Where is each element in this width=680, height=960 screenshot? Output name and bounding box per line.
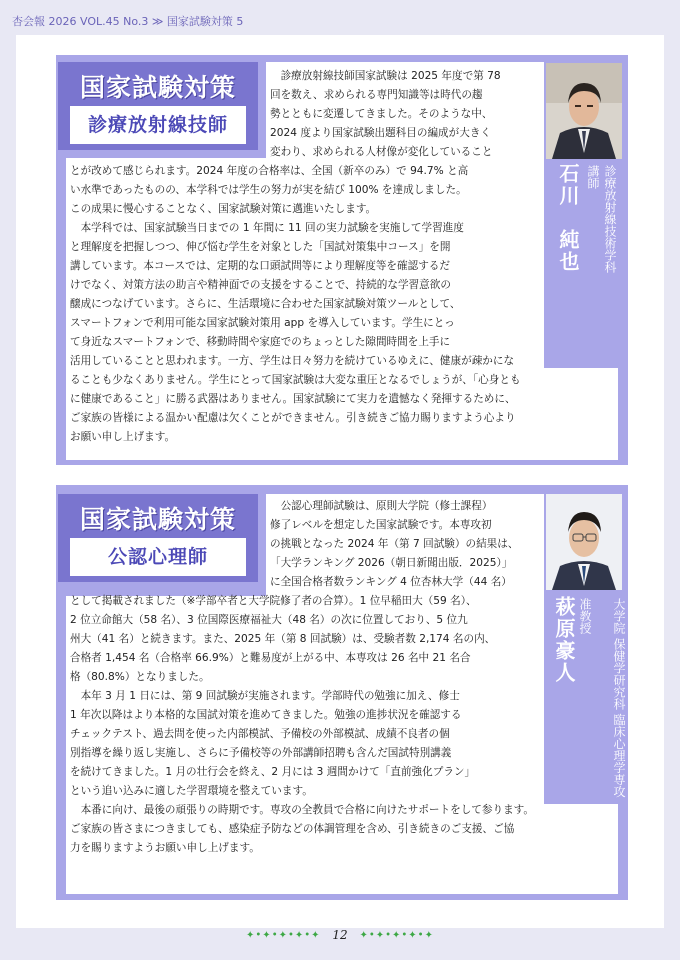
body-line: て身近なスマートフォンで、移動時間や家庭でのちょっとした隙間時間を上手に [70, 336, 451, 348]
author2-name: 萩原豪人 [552, 596, 576, 684]
body-line: 格（80.8%）となりました。 [70, 671, 210, 683]
author1-name: 石川 純也 [556, 163, 580, 273]
body-line: 2024 度より国家試験出題科目の編成が大きく [270, 127, 492, 139]
body-line: 修了レベルを想定した国家試験です。本専攻初 [270, 519, 492, 531]
body-line: の挑戦となった 2024 年（第 7 回試験）の結果は、 [270, 538, 519, 550]
body-line: 醸成につなげています。さらに、生活環境に合わせた国家試験対策ツールとして、 [70, 298, 461, 310]
running-header: 杏会報 2026 VOL.45 No.3 ≫ 国家試験対策 5 [12, 15, 244, 28]
author2-department: 大学院 保健学研究科 臨床心理学専攻 [612, 598, 626, 798]
author1-title: 講師 [586, 165, 600, 189]
body-line: とが改めて感じられます。2024 年度の合格率は、全国（新卒のみ）で 94.7% と高 [70, 165, 469, 177]
body-line: 診療放射線技師国家試験は 2025 年度で第 78 [270, 70, 501, 82]
body-line: い水準であったものの、本学科では学生の努力が実を結び 100% を達成しました。 [70, 184, 467, 196]
article2-title: 国家試験対策 [79, 505, 236, 534]
body-line: 合格者 1,454 名（合格率 66.9%）と難易度が上がる中、本専攻は 26 名中 21 名合 [70, 652, 471, 664]
body-line: として掲載されました（※学部卒者と大学院修了者の合算）。1 位早稲田大（59 名）、 [70, 595, 477, 607]
author1-department: 診療放射線技術学科 [603, 165, 617, 273]
body-line: に健康であること」に勝る武器はありません。国家試験にて実力を遺憾なく発揮するために、 [70, 393, 516, 405]
body-line: けでなく、対策方法の助言や精神面での支援をすることで、持続的な学習意欲の [70, 279, 451, 291]
body-line: ご家族の皆さまにつきましても、感染症予防などの体調管理を含め、引き続きのご支援、ご協 [70, 823, 515, 835]
body-line: に全国合格者数ランキング 4 位杏林大学（44 名） [270, 576, 512, 588]
body-line: 公認心理師試験は、原則大学院（修士課程） [270, 500, 493, 512]
article2-title-block [58, 494, 258, 582]
body-line: ることも少なくありません。学生にとって国家試験は大変な重圧となるでしょうが、「心身とも [70, 374, 521, 386]
article2-subtitle-box [70, 538, 246, 576]
body-line: 本年 3 月 1 日には、第 9 回試験が実施されます。学部時代の勉強に加え、修士 [70, 690, 460, 702]
body-line: 1 年次以降はより本格的な国試対策を進めてきました。勉強の進捗状況を確認する [70, 709, 462, 721]
body-line: 講しています。本コースでは、定期的な口頭試問等により理解度等を確認するだ [70, 260, 450, 272]
article1-title: 国家試験対策 [79, 73, 236, 102]
article1-subtitle: 診療放射線技師 [87, 114, 228, 136]
body-line: 2 位立命館大（58 名）、3 位国際医療福祉大（48 名）の次に位置しており、5 位九 [70, 614, 468, 626]
body-line: 本番に向け、最後の頑張りの時期です。専攻の全教員で合格に向けたサポートをして参ります。 [70, 804, 535, 816]
article2-subtitle: 公認心理師 [107, 546, 208, 568]
body-line: チェックテスト、過去問を使った内部模試、予備校の外部模試、成績不良者の個 [70, 728, 450, 740]
body-line: 活用していることと思われます。一方、学生は日々努力を続けているゆえに、健康が疎かにな [70, 355, 515, 367]
body-line: という追い込みに適した学習環境を整えています。 [70, 785, 313, 797]
page-number: 12 [332, 928, 348, 942]
body-line: 変わり、求められる人材像が変化していること [270, 146, 493, 158]
body-line: この成果に慢心することなく、国家試験対策に邁進いたします。 [70, 203, 377, 215]
article1-subtitle-box [70, 106, 246, 144]
body-line: を続けてきました。1 月の壮行会を終え、2 月には 3 週間かけて「直前強化プラン」 [70, 766, 476, 778]
author2-title: 准教授 [578, 598, 592, 634]
page-footer [0, 928, 680, 942]
body-line: スマートフォンで利用可能な国家試験対策用 app を導入しています。学生にとっ [70, 317, 455, 329]
footer-ornament-right: ✦•✦•✦•✦•✦ [359, 930, 434, 941]
body-line: 州大（41 名）と続きます。また、2025 年（第 8 回試験）は、受験者数 2,174 名の内、 [70, 633, 496, 645]
body-line: 力を賜りますようお願い申し上げます。 [70, 842, 260, 854]
body-line: と理解度を把握しつつ、伸び悩む学生を対象とした「国試対策集中コース」を開 [70, 241, 451, 253]
body-line: ご家族の皆様による温かい配慮は欠くことができません。引き続きご協力賜りますよう心より [70, 412, 516, 424]
footer-ornament-left: ✦•✦•✦•✦•✦ [246, 930, 321, 941]
body-line: お願い申し上げます。 [70, 431, 176, 443]
author-photo-hagiwara [546, 494, 622, 590]
body-line: 勢とともに変遷してきました。そのような中、 [270, 108, 493, 120]
article1-title-block [58, 62, 258, 150]
body-line: 本学科では、国家試験当日までの 1 年間に 11 回の実力試験を実施して学習進度 [70, 222, 464, 234]
author-photo-ishikawa [546, 63, 622, 159]
body-line: 「大学ランキング 2026（朝日新聞出版．2025）」 [270, 557, 513, 569]
body-line: 回を数え、求められる専門知識等は時代の趨 [270, 89, 483, 101]
body-line: 別指導を繰り返し実施し、さらに予備校等の外部講師招聘も含んだ国試特別講義 [70, 747, 452, 759]
